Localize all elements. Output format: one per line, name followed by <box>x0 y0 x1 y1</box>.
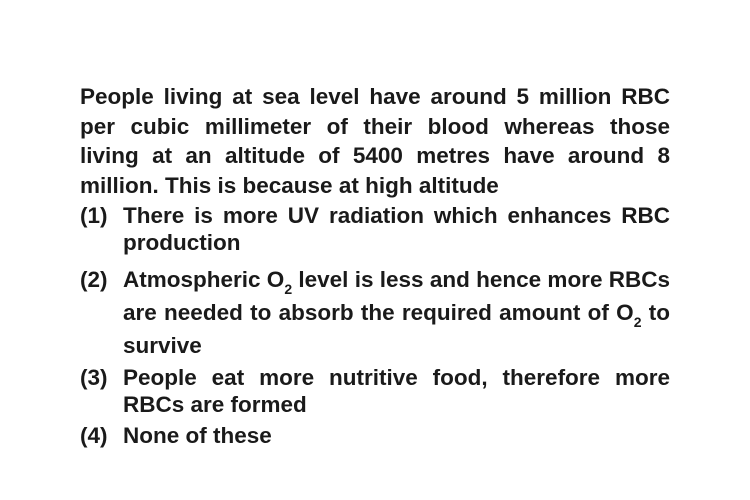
option-3-text: People eat more nutritive food, therefore more RBCs are formed <box>123 365 670 417</box>
option-list <box>80 202 670 449</box>
option-2-number: (2) <box>80 267 108 292</box>
question-block <box>80 82 670 449</box>
question-stem: People living at sea level have around 5 million RBC per cubic millimeter of their blood whereas those living at an altitude of 5400 metres have around 8 million. This is because at high altitude <box>80 84 670 198</box>
option-3 <box>80 364 670 418</box>
option-4-text: None of these <box>123 423 272 448</box>
option-2 <box>80 263 670 362</box>
oxygen-subscript-b: 2 <box>633 314 642 330</box>
oxygen-subscript-a: 2 <box>284 281 293 297</box>
option-4-number: (4) <box>80 423 108 448</box>
option-2-text-part-b: level is less and hence more RBCs are needed to absorb the required amount of O <box>123 267 670 325</box>
option-1-number: (1) <box>80 203 108 228</box>
option-3-number: (3) <box>80 365 108 390</box>
option-4 <box>80 422 670 449</box>
option-1 <box>80 202 670 256</box>
option-2-text-part-a: Atmospheric O <box>123 267 285 292</box>
option-1-text: There is more UV radiation which enhances RBC production <box>123 203 670 255</box>
option-2-text <box>123 263 670 362</box>
option-2-text-part-c: to survive <box>123 300 670 358</box>
